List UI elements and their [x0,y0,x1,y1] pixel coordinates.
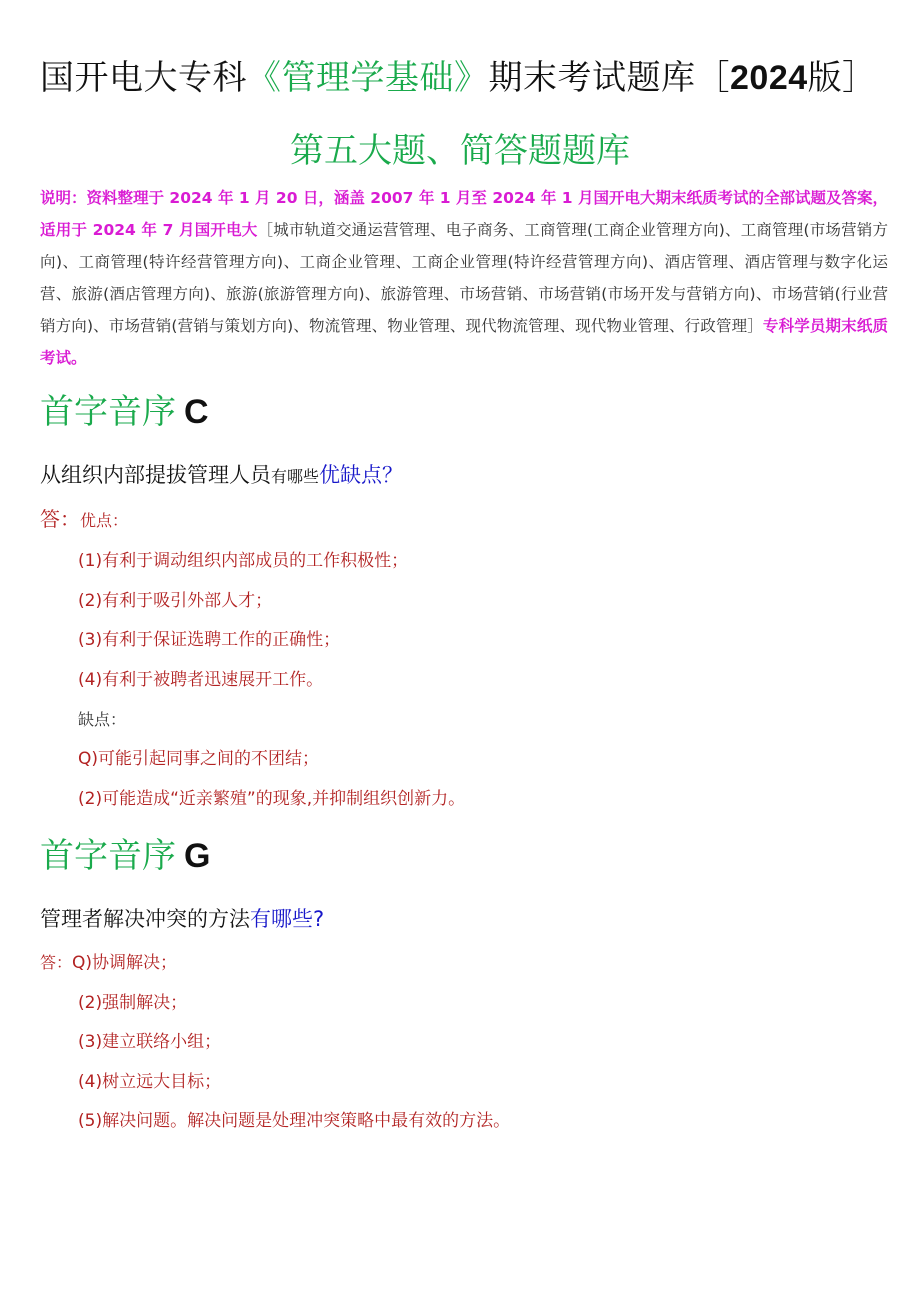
title-year: 2024 [730,59,808,97]
question-text: 管理者解决冲突的方法 [40,907,250,931]
question-text: 从组织内部提拔管理人员 [40,463,271,487]
index-letter: C [184,393,209,431]
answer-item: (2)有利于吸引外部人才； [78,591,273,611]
index-heading-label: 首字音序 [40,392,176,432]
notice-majors: ［城市轨道交通运营管理、电子商务、工商管理(工商企业管理方向)、工商管理(市场营销方向)、工商管理(特许经营管理方向)、工商企业管理、工商企业管理(特许经营管理方向)、酒店管理、酒店管理与数字化运营、旅游(酒店管理方向)、旅游(旅游管理方向)、旅游管理、市场营销、市场营销(市场开发与营销方向)、市场营销(行业营销方向)、市场营销(营销与策划方向)、物流管理、物业管理、现代物流管理、现代物业管理、行政管理］ [40,221,888,335]
answer-item: (2)强制解决； [78,993,188,1013]
answer-item: (5)解决问题。解决问题是处理冲突策略中最有效的方法。 [78,1111,511,1131]
advantages-label: 优点： [80,511,129,530]
disadvantages-label-line [78,707,126,733]
answer-item: (4)有利于被聘者迅速展开工作。 [78,670,324,690]
answer-item: (4)树立远大目标； [78,1072,222,1092]
title-course-name: 《管理学基础》 [247,58,489,98]
disadvantages-label: 缺点： [78,710,127,729]
notice-intro: 说明：资料整理于 2024 年 1 月 20 日，涵盖 2007 年 1 月至 2024 年 1 月国开电大期末纸质考试的全部试题及答案，适用于 2024 年 7 月国开电大 [40,189,888,239]
answer-item: Q)协调解决； [72,953,178,973]
question-g [40,904,324,934]
index-heading-c [40,388,209,436]
document-notice [40,182,888,374]
index-letter: G [184,837,211,875]
answer-item: (1)有利于调动组织内部成员的工作积极性； [78,551,409,571]
document-title [40,54,890,102]
answer-lead-line [40,506,128,534]
title-text-2: 期末考试题库［ [488,58,730,98]
title-text-3: 版］ [807,58,877,98]
question-c [40,460,403,492]
title-text-1: 国开电大专科 [40,58,247,98]
notice-ending: 专科学员期末纸质考试。 [40,317,888,367]
answer-item: (3)建立联络小组； [78,1032,222,1052]
question-text-highlight: 有哪些? [250,907,325,931]
index-heading-g [40,832,210,880]
answer-item: (3)有利于保证选聘工作的正确性； [78,630,341,650]
answer-lead-line [40,950,177,976]
question-text-small: 有哪些 [271,467,320,486]
section-title: 第五大题、简答题题库 [290,131,630,171]
answer-item: (2)可能造成“近亲繁殖”的现象,并抑制组织创新力。 [78,789,466,809]
index-heading-label: 首字音序 [40,836,176,876]
answer-lead: 答： [40,953,73,972]
answer-item: Q)可能引起同事之间的不团结； [78,749,320,769]
answer-lead: 答： [40,507,80,531]
question-text-highlight: 优缺点？ [319,463,404,487]
